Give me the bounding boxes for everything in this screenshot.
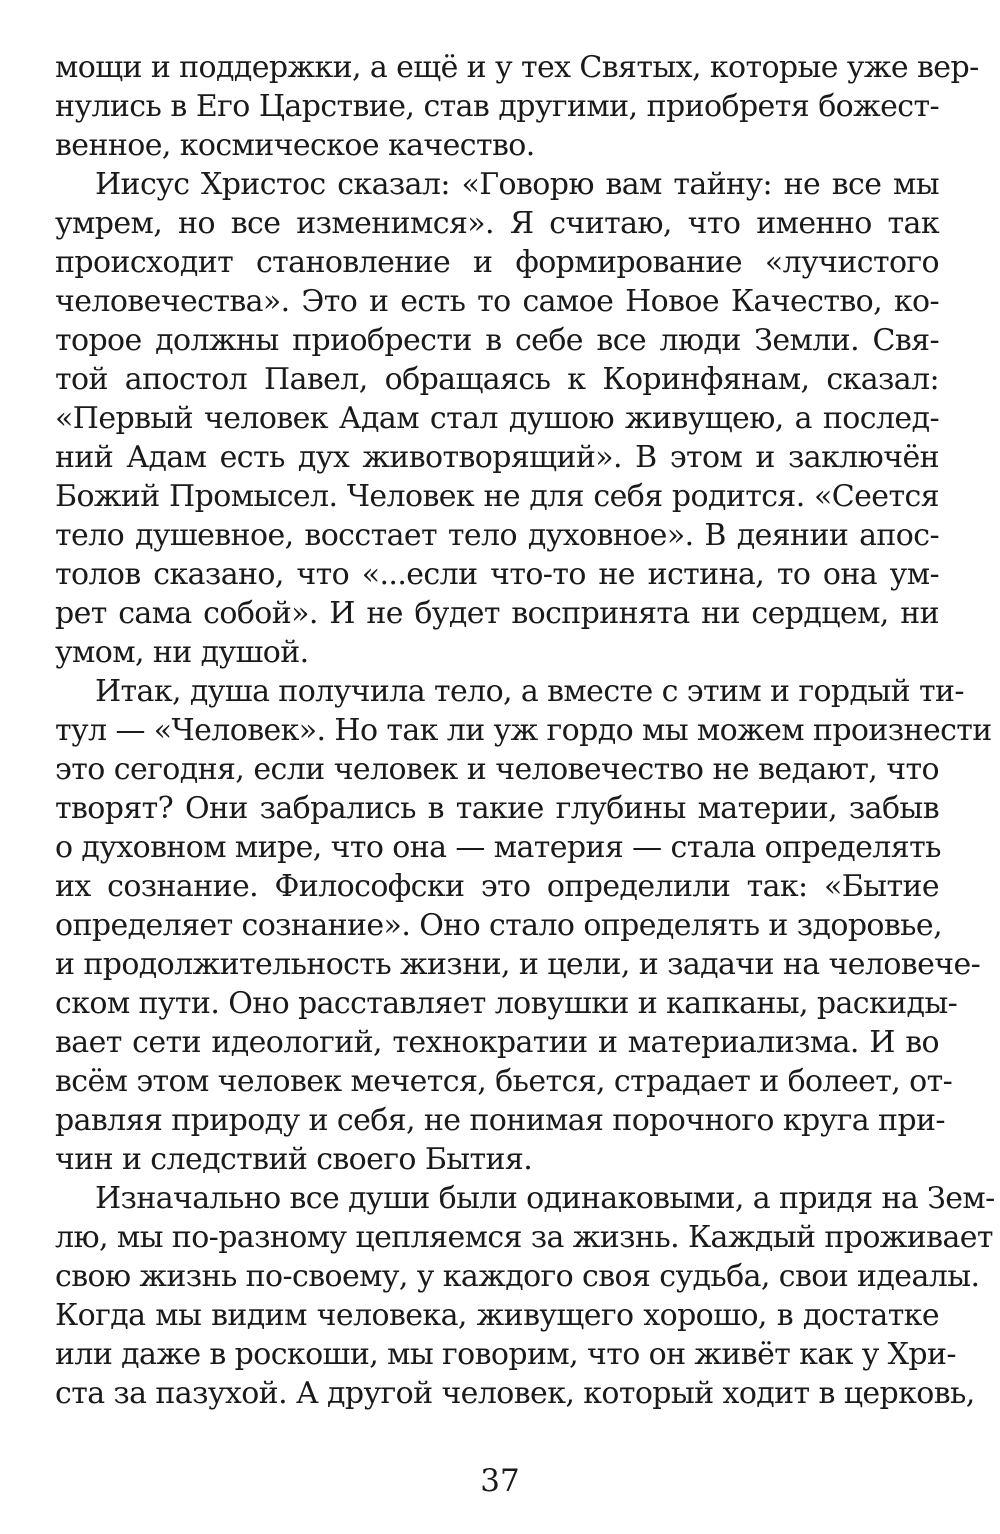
text-line-paragraph-end: умом, ни душой.: [55, 635, 309, 670]
text-line: рет сама собой». И не будет воспринята ни сердцем, ни: [55, 596, 939, 631]
text-line: свою жизнь по-своему, у каждого своя судьба, свои идеалы.: [55, 1259, 980, 1294]
text-line: умрем, но все изменимся». Я считаю, что именно так: [55, 206, 939, 241]
text-line: вает сети идеологий, технократии и материализма. И во: [55, 1025, 939, 1060]
text-line: их сознание. Философски это определили так: «Бытие: [55, 869, 939, 904]
text-line: или даже в роскоши, мы говорим, что он живёт как у Хри-: [55, 1337, 956, 1372]
text-line: человечества». Это и есть то самое Новое Качество, ко-: [55, 284, 939, 319]
text-line: «Первый человек Адам стал душою живущею, а послед-: [55, 401, 939, 436]
text-line: тело душевное, восстает тело духовное». В деянии апос-: [55, 518, 939, 553]
text-line: той апостол Павел, обращаясь к Коринфянам, сказал:: [55, 362, 939, 397]
text-line: Божий Промысел. Человек не для себя родится. «Сеется: [55, 479, 939, 514]
text-line: лю, мы по-разному цепляемся за жизнь. Каждый проживает: [55, 1220, 993, 1255]
text-line: всём этом человек мечется, бьется, страдает и болеет, от-: [55, 1064, 953, 1099]
text-line: ста за пазухой. А другой человек, который ходит в церковь,: [55, 1376, 975, 1411]
text-line: Когда мы видим человека, живущего хорошо, в достатке: [55, 1298, 939, 1333]
text-line: происходит становление и формирование «лучистого: [55, 245, 939, 280]
text-line: торое должны приобрести в себе все люди Земли. Свя-: [55, 323, 939, 358]
text-line: это сегодня, если человек и человечество не ведают, что: [55, 752, 939, 787]
text-line-paragraph-start: Изначально все души были одинаковыми, а придя на Зем-: [95, 1181, 995, 1216]
text-line: творят? Они забрались в такие глубины материи, забыв: [55, 791, 939, 826]
text-line: толов сказано, что «...если что-то не истина, то она ум-: [55, 557, 939, 592]
text-line: тул — «Человек». Но так ли уж гордо мы можем произнести: [55, 713, 992, 748]
text-line-paragraph-end: венное, космическое качество.: [55, 128, 535, 163]
text-line-paragraph-start: Итак, душа получила тело, а вместе с этим и гордый ти-: [95, 674, 964, 709]
text-line: определяет сознание». Оно стало определять и здоровье,: [55, 908, 943, 943]
text-line: о духовном мире, что она — материя — стала определять: [55, 830, 941, 865]
text-line: ний Адам есть дух животворящий». В этом и заключён: [55, 440, 939, 475]
text-line-paragraph-start: Иисус Христос сказал: «Говорю вам тайну: не все мы: [95, 167, 939, 202]
text-line: мощи и поддержки, а ещё и у тех Святых, которые уже вер-: [55, 50, 979, 85]
text-line: нулись в Его Царствие, став другими, приобретя божест-: [55, 89, 939, 124]
text-line-paragraph-end: чин и следствий своего Бытия.: [55, 1142, 533, 1177]
text-line: и продолжительность жизни, и цели, и задачи на человече-: [55, 947, 981, 982]
page-number: 37: [480, 1463, 520, 1499]
body-text: [55, 48, 995, 1413]
text-line: равляя природу и себя, не понимая порочного круга при-: [55, 1103, 945, 1138]
text-line: ском пути. Оно расставляет ловушки и капканы, раскиды-: [55, 986, 958, 1021]
